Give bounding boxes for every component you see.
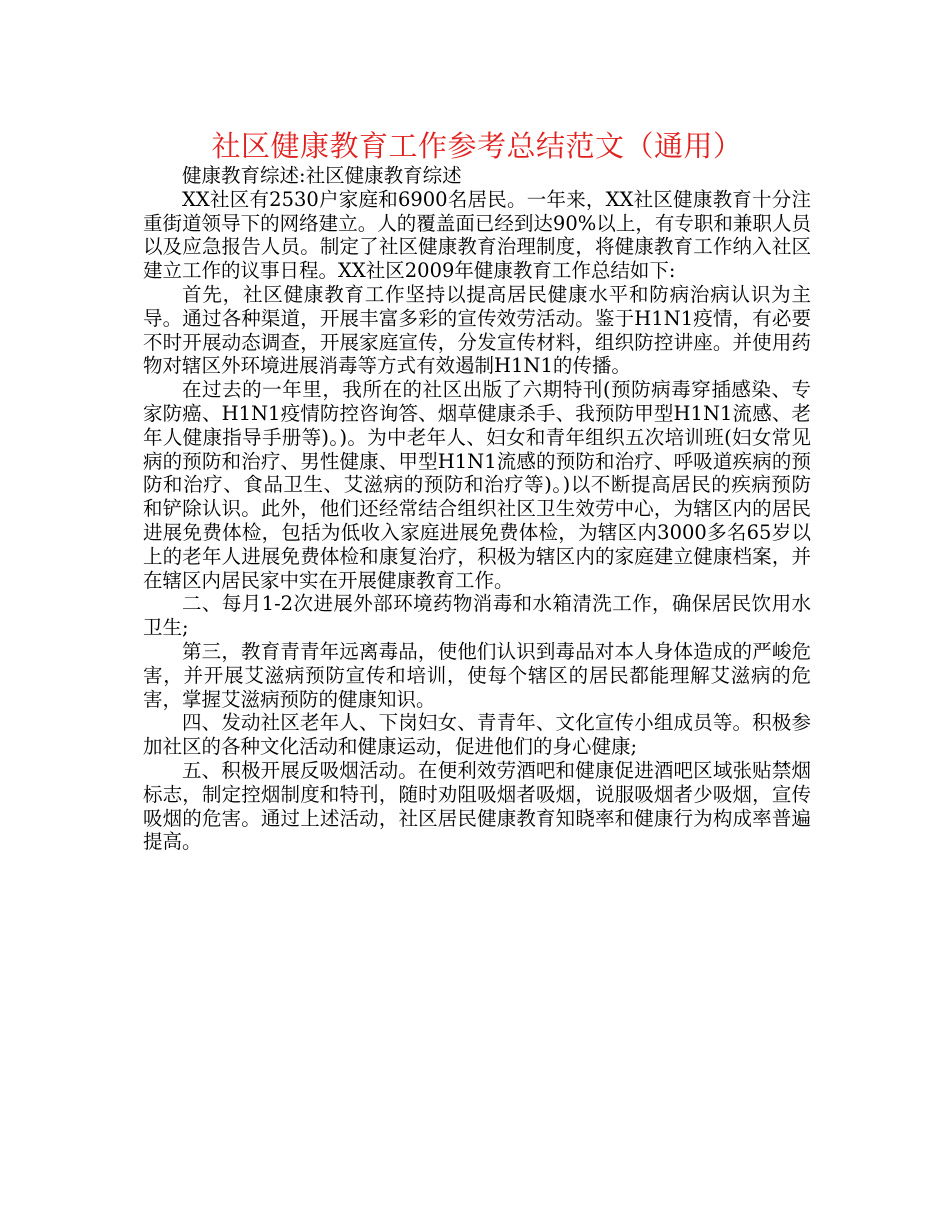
paragraph-fifth: 五、积极开展反吸烟活动。在便利效劳酒吧和健康促进酒吧区域张贴禁烟标志，制定控烟制度和特刊，随时劝阻吸烟者吸烟，说服吸烟者少吸烟，宣传吸烟的危害。通过上述活动，社区居民健康教育知晓率和健康行为构成率普遍提高。 <box>143 758 811 854</box>
document-title: 社区健康教育工作参考总结范文（通用） <box>211 129 743 163</box>
paragraph-fourth: 四、发动社区老年人、下岗妇女、青青年、文化宣传小组成员等。积极参加社区的各种文化活动和健康运动，促进他们的身心健康; <box>143 711 811 759</box>
paragraph-intro: XX社区有2530户家庭和6900名居民。一年来，XX社区健康教育十分注重街道领导下的网络建立。人的覆盖面已经到达90%以上，有专职和兼职人员以及应急报告人员。制定了社区健康教育治理制度，将健康教育工作纳入社区建立工作的议事日程。XX社区2009年健康教育工作总结如下: <box>143 187 811 283</box>
paragraph-third: 第三，教育青青年远离毒品，使他们认识到毒品对本人身体造成的严峻危害，并开展艾滋病预防宣传和培训，使每个辖区的居民都能理解艾滋病的危害，掌握艾滋病预防的健康知识。 <box>143 639 811 711</box>
paragraph-second: 二、每月1-2次进展外部环境药物消毒和水箱清洗工作，确保居民饮用水卫生; <box>143 592 811 640</box>
paragraph-past-year: 在过去的一年里，我所在的社区出版了六期特刊(预防病毒穿插感染、专家防癌、H1N1疫情防控咨询答、烟草健康杀手、我预防甲型H1N1流感、老年人健康指导手册等)。)。为中老年人、妇女和青年组织五次培训班(妇女常见病的预防和治疗、男性健康、甲型H1N1流感的预防和治疗、呼吸道疾病的预防和治疗、食品卫生、艾滋病的预防和治疗等)。)以不断提高居民的疾病预防和铲除认识。此外，他们还经常结合组织社区卫生效劳中心，为辖区内的居民进展免费体检，包括为低收入家庭进展免费体检，为辖区内3000多名65岁以上的老年人进展免费体检和康复治疗，积极为辖区内的家庭建立健康档案，并在辖区内居民家中实在开展健康教育工作。 <box>143 378 811 592</box>
paragraph-first: 首先，社区健康教育工作坚持以提高居民健康水平和防病治病认识为主导。通过各种渠道，开展丰富多彩的宣传效劳活动。鉴于H1N1疫情，有必要不时开展动态调查，开展家庭宣传，分发宣传材料，组织防控讲座。并使用药物对辖区外环境进展消毒等方式有效遏制H1N1的传播。 <box>143 282 811 378</box>
document-subtitle: 健康教育综述:社区健康教育综述 <box>182 164 462 187</box>
document-page <box>143 128 811 854</box>
document-body <box>143 164 811 854</box>
